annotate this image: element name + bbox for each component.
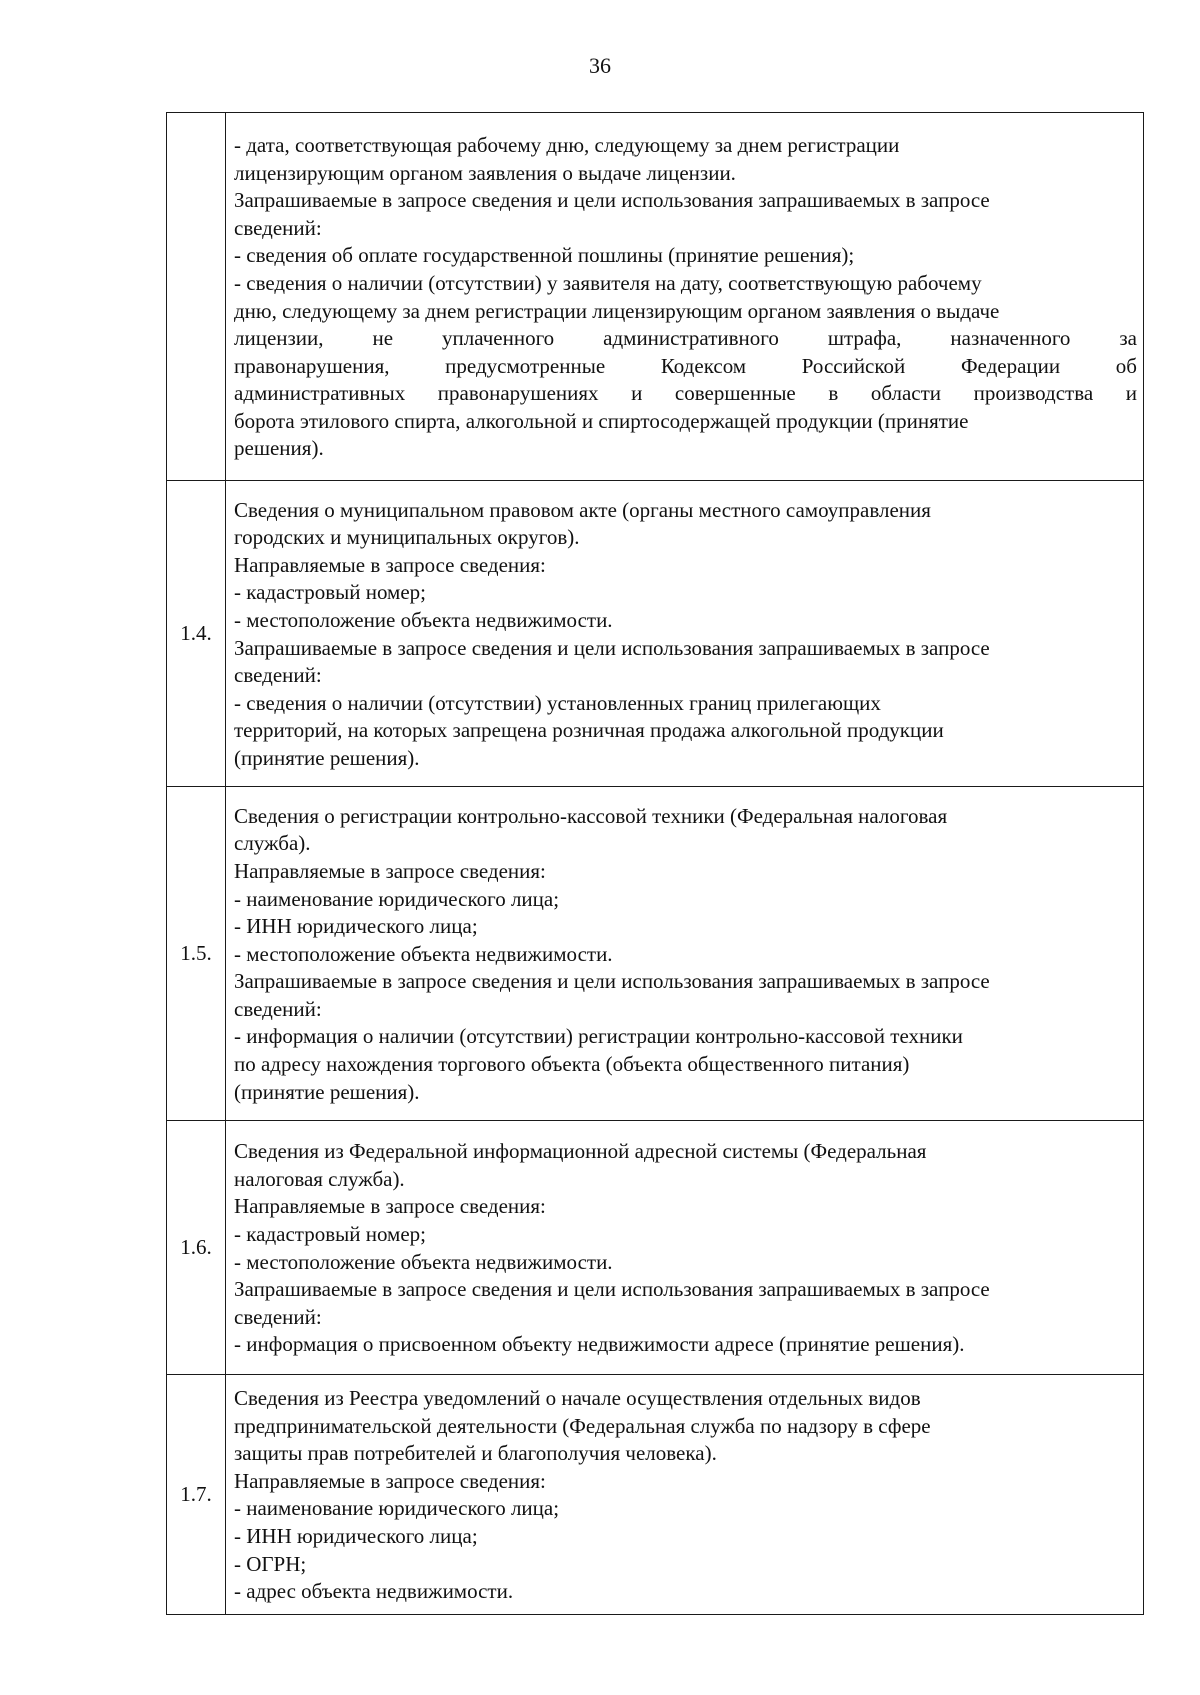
text-line: дню, следующему за днем регистрации лицензирующим органом заявления о выдаче xyxy=(234,298,1000,323)
text-line: - информация о наличии (отсутствии) регистрации контрольно-кассовой техники xyxy=(234,1024,963,1049)
text-line: борота этилового спирта, алкогольной и спиртосодержащей продукции (принятие xyxy=(234,408,969,433)
table-row xyxy=(167,113,1144,481)
text-line: - местоположение объекта недвижимости. xyxy=(234,1249,613,1274)
text-line: решения). xyxy=(234,436,324,461)
text-line: - дата, соответствующая рабочему дню, следующему за днем регистрации xyxy=(234,132,900,157)
text-line: - местоположение объекта недвижимости. xyxy=(234,941,613,966)
text-line: сведений: xyxy=(234,996,322,1021)
text-line: - сведения о наличии (отсутствии) установленных границ прилегающих xyxy=(234,690,881,715)
table-row xyxy=(167,1121,1144,1375)
row-description xyxy=(226,1375,1144,1615)
row-description xyxy=(226,113,1144,481)
text-line: - сведения об оплате государственной пошлины (принятие решения); xyxy=(234,243,855,268)
text-line: сведений: xyxy=(234,215,322,240)
row-number: 1.6. xyxy=(167,1121,226,1375)
text-line: - местоположение объекта недвижимости. xyxy=(234,607,613,632)
text-line: территорий, на которых запрещена розничная продажа алкогольной продукции xyxy=(234,718,944,743)
text-line: сведений: xyxy=(234,1304,322,1329)
text-line: лицензирующим органом заявления о выдаче лицензии. xyxy=(234,160,736,185)
text-line: - кадастровый номер; xyxy=(234,580,427,605)
text-line: Запрашиваемые в запросе сведения и цели использования запрашиваемых в запросе xyxy=(234,188,990,213)
text-line: по адресу нахождения торгового объекта (объекта общественного питания) xyxy=(234,1052,910,1077)
page-number: 36 xyxy=(589,53,611,78)
text-line: - ИНН юридического лица; xyxy=(234,914,478,939)
table-row xyxy=(167,481,1144,787)
text-line: Запрашиваемые в запросе сведения и цели использования запрашиваемых в запросе xyxy=(234,969,990,994)
text-line: лицензии, не уплаченного административного штрафа, назначенного за xyxy=(234,326,1137,351)
table-row xyxy=(167,787,1144,1121)
row-number xyxy=(167,113,226,481)
text-line: Направляемые в запросе сведения: xyxy=(234,1468,546,1493)
text-line: Запрашиваемые в запросе сведения и цели использования запрашиваемых в запросе xyxy=(234,1277,990,1302)
text-line: - адрес объекта недвижимости. xyxy=(234,1579,514,1604)
text-line: служба). xyxy=(234,831,311,856)
text-line: - ИНН юридического лица; xyxy=(234,1523,478,1548)
text-line: административных правонарушениях и совершенные в области производства и xyxy=(234,381,1137,406)
text-line: предпринимательской деятельности (Федеральная служба по надзору в сфере xyxy=(234,1413,931,1438)
text-line: Направляемые в запросе сведения: xyxy=(234,1194,546,1219)
row-number: 1.7. xyxy=(167,1375,226,1615)
text-line: (принятие решения). xyxy=(234,745,420,770)
row-description xyxy=(226,481,1144,787)
text-line: Направляемые в запросе сведения: xyxy=(234,858,546,883)
text-line: Направляемые в запросе сведения: xyxy=(234,552,546,577)
text-line: - информация о присвоенном объекту недвижимости адресе (принятие решения). xyxy=(234,1332,965,1357)
table-row xyxy=(167,1375,1144,1615)
text-line: Сведения из Реестра уведомлений о начале осуществления отдельных видов xyxy=(234,1386,921,1410)
row-description xyxy=(226,1121,1144,1375)
text-line: (принятие решения). xyxy=(234,1079,420,1104)
text-line: - кадастровый номер; xyxy=(234,1221,427,1246)
row-description xyxy=(226,787,1144,1121)
text-line: - сведения о наличии (отсутствии) у заявителя на дату, соответствующую рабочему xyxy=(234,270,982,295)
text-line: Сведения о муниципальном правовом акте (органы местного самоуправления xyxy=(234,497,931,522)
text-line: сведений: xyxy=(234,663,322,688)
services-table xyxy=(166,112,1144,1615)
text-line: - наименование юридического лица; xyxy=(234,1496,560,1521)
text-line: налоговая служба). xyxy=(234,1166,405,1191)
text-line: Сведения о регистрации контрольно-кассовой техники (Федеральная налоговая xyxy=(234,803,948,828)
text-line: - наименование юридического лица; xyxy=(234,886,560,911)
row-number: 1.4. xyxy=(167,481,226,787)
text-line: защиты прав потребителей и благополучия человека). xyxy=(234,1441,717,1466)
text-line: - ОГРН; xyxy=(234,1551,307,1576)
text-line: Запрашиваемые в запросе сведения и цели использования запрашиваемых в запросе xyxy=(234,635,990,660)
text-line: правонарушения, предусмотренные Кодексом Российской Федерации об xyxy=(234,353,1137,378)
text-line: Сведения из Федеральной информационной адресной системы (Федеральная xyxy=(234,1139,927,1164)
text-line: городских и муниципальных округов). xyxy=(234,525,580,550)
row-number: 1.5. xyxy=(167,787,226,1121)
